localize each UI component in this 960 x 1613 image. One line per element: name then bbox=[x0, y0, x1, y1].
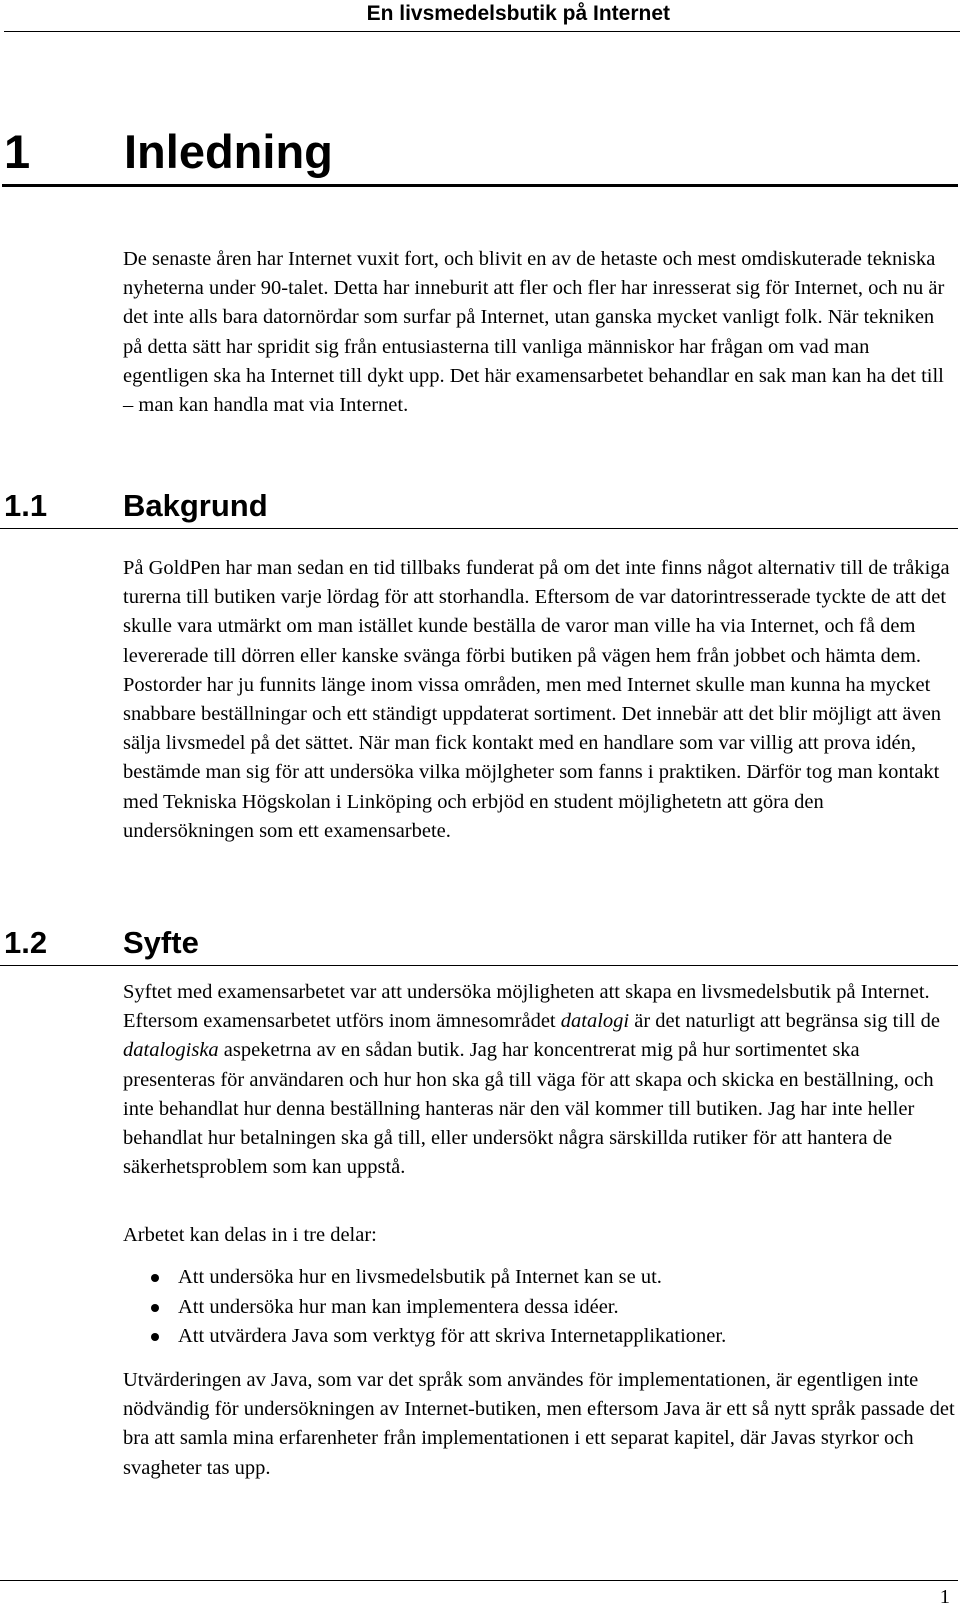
list-item bbox=[123, 1293, 953, 1323]
emphasis-datalogiska: datalogiska bbox=[123, 1039, 219, 1062]
chapter-title: Inledning bbox=[124, 125, 333, 178]
bakgrund-paragraph bbox=[123, 554, 955, 846]
list-item bbox=[123, 1322, 953, 1352]
syfte-paragraph bbox=[123, 978, 955, 1182]
bakgrund-paragraph-text: På GoldPen har man sedan en tid tillbaks funderat på om det inte finns något alternativ till de tråkiga turerna till butiken varje lördag för att storhandla. Eftersom de var datorintresserade tyckte de att det skulle vara utmärkt om man istället kunde beställa de varor man ville ha via Internet, och få dem levererade till dörren eller kanske svänga förbi butiken på vägen hem från jobbet och hämta dem. Postorder har ju funnits länge inom vissa områden, men med Internet skulle man kunna ha mycket snabbare beställningar och ett ständigt uppdaterat sortiment. Det innebär att det blir möjligt att även sälja livsmedel på det sättet. När man fick kontakt med en handlare som var villig att prova idén, bestämde man sig för att undersöka vilka möjlgheter som fanns i praktiken. Därför tog man kontakt med Tekniska Högskolan i Linköping och erbjöd en student möjlighetetn att göra den undersökningen som ett examensarbete. bbox=[123, 557, 950, 842]
list-item-text: Att undersöka hur en livsmedelsbutik på Internet kan se ut. bbox=[178, 1266, 662, 1288]
section-number: 1.1 bbox=[4, 488, 48, 523]
syfte-text-part: Syftet med examensarbetet var att undersöka möjligheten att skapa en livsmedelsbutik på Internet. Eftersom examensarbetet utförs inom ämnesområdet bbox=[123, 981, 930, 1033]
section-heading-bakgrund bbox=[0, 484, 958, 529]
list-item-text: Att undersöka hur man kan implementera dessa idéer. bbox=[178, 1295, 619, 1318]
bullet-icon bbox=[151, 1274, 159, 1282]
syfte-bullet-list bbox=[123, 1263, 953, 1352]
bullet-icon bbox=[151, 1304, 159, 1312]
chapter-number: 1 bbox=[4, 125, 31, 178]
emphasis-datalogi: datalogi bbox=[560, 1010, 630, 1033]
section-heading-syfte bbox=[0, 921, 958, 966]
syfte-text-part: är det naturligt att begränsa sig till de bbox=[629, 1010, 940, 1033]
syfte-text-part: aspeketrna av en sådan butik. Jag har koncentrerat mig på hur sortimentet ska presenteras för användaren och hur hon ska gå till väga för att skapa och skicka en beställning, och inte behandlat hur denna beställning hanteras när den väl kommer till butiken. Jag har inte heller behandlat hur betalningen ska gå till, eller undersökt några särskillda rutiker för att hantera de säkerhetsproblem som kan uppstå. bbox=[123, 1039, 934, 1179]
list-item-text: Att utvärdera Java som verktyg för att skriva Internetapplikationer. bbox=[178, 1325, 727, 1348]
syfte-closing-text: Utvärderingen av Java, som var det språk som användes för implementationen, är egentligen inte nödvändig för undersökningen av Internet-butiken, men eftersom Java är ett så nytt språk passade det bra att samla mina erfarenheter från implementationen i ett separat kapitel, där Javas styrkor och svagheter tas upp. bbox=[123, 1369, 955, 1479]
page-number: 1 bbox=[939, 1586, 950, 1608]
syfte-intro-text: Arbetet kan delas in i tre delar: bbox=[123, 1224, 377, 1246]
intro-paragraph-text: De senaste åren har Internet vuxit fort, och blivit en av de hetaste och mest omdiskuterade tekniska nyheterna under 90-talet. Detta har inneburit att fler och fler har inresserat sig för Internet, och nu är det inte alls bara datornördar som surfar på Internet, utan ganska mycket vanligt folk. När tekniken på detta sätt har spridit sig från entusiasterna till vanliga människor har frågan om vad man egentligen ska ha Internet till dykt upp. Det här examensarbetet behandlar en sak man kan ha det till – man kan handla mat via Internet. bbox=[123, 248, 945, 417]
syfte-intro bbox=[123, 1221, 955, 1250]
section-number: 1.2 bbox=[4, 925, 48, 960]
running-header-title: En livsmedelsbutik på Internet bbox=[366, 2, 670, 25]
section-title: Bakgrund bbox=[123, 488, 268, 523]
syfte-closing-paragraph bbox=[123, 1366, 955, 1483]
running-header bbox=[4, 0, 960, 32]
syfte-paragraph-text bbox=[123, 978, 955, 1182]
chapter-heading bbox=[2, 120, 958, 187]
footer-divider bbox=[0, 1580, 958, 1581]
intro-paragraph bbox=[123, 245, 955, 420]
list-item bbox=[123, 1263, 953, 1293]
section-title: Syfte bbox=[123, 925, 199, 960]
bullet-icon bbox=[151, 1333, 159, 1341]
